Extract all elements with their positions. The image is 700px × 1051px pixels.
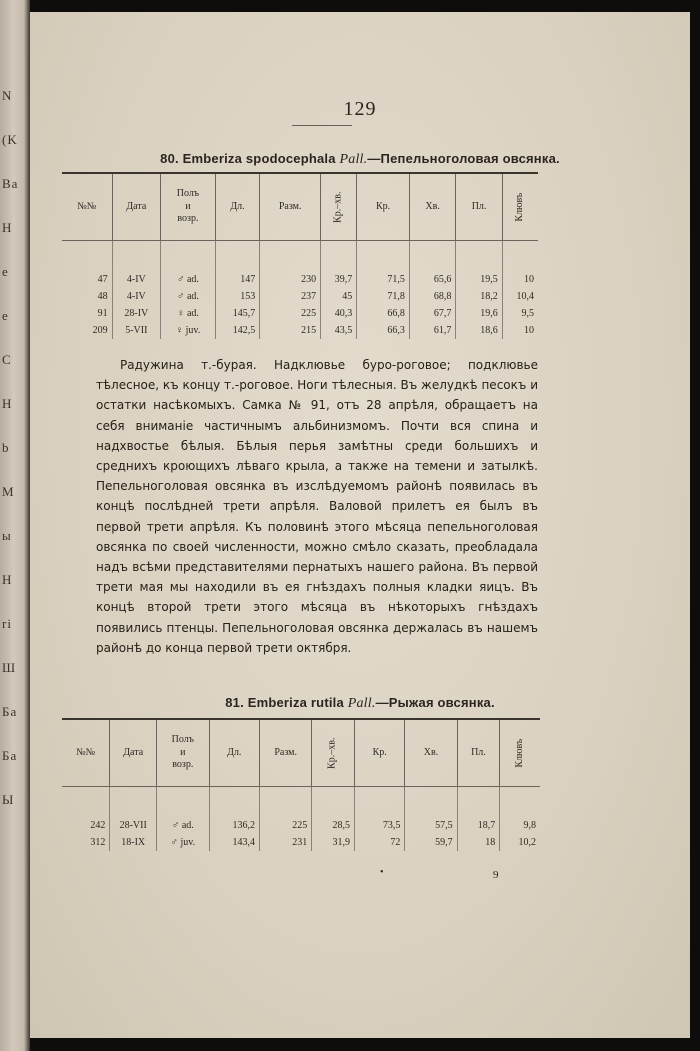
spacer-cell <box>502 241 538 272</box>
table-cell: 145,7 <box>215 305 259 322</box>
table-cell: 215 <box>260 322 321 339</box>
table-cell: 4-IV <box>112 271 161 288</box>
table-cell: 43,5 <box>321 322 357 339</box>
column-header-text: Хв. <box>423 746 439 758</box>
author: Pall. <box>347 696 376 711</box>
column-header-text: и <box>185 200 191 212</box>
table-cell: 18,2 <box>456 288 502 305</box>
column-header-text: Дл. <box>227 746 242 758</box>
table-cell: 225 <box>260 305 321 322</box>
column-header-text: Клювъ <box>513 738 525 768</box>
neighbor-text-fragment: Ба <box>2 704 18 719</box>
table-cell: 57,5 <box>405 817 457 834</box>
column-header <box>456 173 502 241</box>
dash: — <box>375 695 389 710</box>
column-header <box>502 173 538 241</box>
spacer-cell <box>321 241 357 272</box>
species-number: 81. <box>225 695 244 710</box>
spacer-cell <box>215 241 259 272</box>
neighbor-text-fragment: Ба <box>2 748 18 763</box>
table-cell: ♀ ad. <box>161 305 216 322</box>
table-row <box>62 288 538 305</box>
column-header-text: Разм. <box>278 200 302 212</box>
table-cell: 31,9 <box>312 834 355 851</box>
measurements-table-81 <box>62 718 540 851</box>
table-cell: 10,4 <box>502 288 538 305</box>
spacer-cell <box>500 787 540 818</box>
table-cell: 65,6 <box>409 271 455 288</box>
species-description <box>96 355 538 658</box>
column-header <box>157 719 209 787</box>
table-cell: 153 <box>215 288 259 305</box>
table-cell: ♂ ad. <box>161 271 216 288</box>
latin-name: Emberiza rutila <box>247 695 344 710</box>
spacer-cell <box>456 241 502 272</box>
table-cell: 4-IV <box>112 288 161 305</box>
table-cell: 28-IV <box>112 305 161 322</box>
column-header-text: Кр.–хв. <box>326 737 338 769</box>
table-cell: 312 <box>90 837 106 848</box>
column-header-text: Пл. <box>471 746 486 758</box>
spacer-cell <box>62 241 112 272</box>
table-row <box>62 271 538 288</box>
table-cell: 18 <box>457 834 500 851</box>
table-cell: ♂ ad. <box>157 817 209 834</box>
table-cell: 242 <box>90 820 106 831</box>
neighbor-text-fragment: N <box>2 88 13 103</box>
section-title-80 <box>30 151 690 168</box>
column-header-text: Полъ <box>176 188 200 200</box>
table-cell: ♂ ad. <box>161 288 216 305</box>
column-header <box>354 719 404 787</box>
column-header-text: Кр. <box>375 200 391 212</box>
column-header-text: №№ <box>76 746 96 758</box>
table-cell: 66,3 <box>357 322 410 339</box>
column-header <box>112 173 161 241</box>
print-dot: • <box>380 867 384 878</box>
table-cell: 237 <box>260 288 321 305</box>
column-header-text: возр. <box>177 213 199 225</box>
table-cell: 142,5 <box>215 322 259 339</box>
spacer-cell <box>110 787 157 818</box>
spacer-cell <box>457 787 500 818</box>
neighbor-text-fragment: b <box>2 440 10 455</box>
table-header <box>62 719 540 787</box>
spacer-cell <box>209 787 259 818</box>
spacer-cell <box>409 241 455 272</box>
neighbor-text-fragment: M <box>2 484 15 499</box>
spacer-cell <box>161 241 216 272</box>
table-cell: 61,7 <box>409 322 455 339</box>
neighbor-text-fragment: Ы <box>2 792 15 807</box>
table-cell: 10,2 <box>500 834 540 851</box>
column-header-text: Кр. <box>372 746 387 758</box>
table-spacer-row <box>62 787 540 818</box>
neighbor-text-fragment: Ш <box>2 660 17 675</box>
species-number: 80. <box>160 151 179 166</box>
table-cell: 18,6 <box>456 322 502 339</box>
spacer-cell <box>112 241 161 272</box>
spacer-cell <box>157 787 209 818</box>
column-header-text: №№ <box>77 200 97 212</box>
table-cell: 71,8 <box>357 288 410 305</box>
table-row <box>62 322 538 339</box>
table-row <box>62 834 540 851</box>
column-header <box>215 173 259 241</box>
russian-name: Пепельноголовая овсянка. <box>380 151 560 166</box>
column-header-text: Разм. <box>274 746 297 758</box>
table-cell: 18,7 <box>457 817 500 834</box>
table-row <box>62 305 538 322</box>
spacer-cell <box>354 787 404 818</box>
table-cell: 71,5 <box>357 271 410 288</box>
column-header-text: Пл. <box>471 200 487 212</box>
neighbor-text-fragment: H <box>2 396 13 411</box>
table-cell: 19,5 <box>456 271 502 288</box>
column-header-text: Полъ <box>171 734 194 746</box>
column-header <box>409 173 455 241</box>
neighbor-text-fragment: H <box>2 572 13 587</box>
neighbor-text-fragment: e <box>2 264 9 279</box>
table-cell: 10 <box>502 271 538 288</box>
table-cell: ♂ juv. <box>157 834 209 851</box>
spacer-cell <box>312 787 355 818</box>
table-cell: 147 <box>215 271 259 288</box>
table-cell: 73,5 <box>354 817 404 834</box>
table-cell: 143,4 <box>209 834 259 851</box>
column-header <box>312 719 355 787</box>
table-cell: 39,7 <box>321 271 357 288</box>
table-cell: 67,7 <box>409 305 455 322</box>
table-cell: 47 <box>97 274 108 285</box>
column-header <box>321 173 357 241</box>
spacer-cell <box>260 787 312 818</box>
neighbor-text-fragment: ы <box>2 528 12 543</box>
table-cell: 68,8 <box>409 288 455 305</box>
adjacent-page-edge <box>0 0 30 1051</box>
table-cell: 72 <box>354 834 404 851</box>
column-header <box>62 173 112 241</box>
table-cell: ♀ juv. <box>161 322 216 339</box>
table-header <box>62 173 538 241</box>
column-header <box>500 719 540 787</box>
spacer-cell <box>62 787 110 818</box>
measurements-table-80 <box>62 172 538 339</box>
table-cell: 209 <box>92 325 108 336</box>
table-cell: 230 <box>260 271 321 288</box>
column-header <box>405 719 457 787</box>
dash: — <box>367 151 381 166</box>
spacer-cell <box>405 787 457 818</box>
table-cell: 136,2 <box>209 817 259 834</box>
table-row <box>62 817 540 834</box>
table-cell: 9,8 <box>500 817 540 834</box>
table-cell: 48 <box>97 291 108 302</box>
column-header-text: Дата <box>123 746 144 758</box>
table-cell: 66,8 <box>357 305 410 322</box>
table-cell: 10 <box>502 322 538 339</box>
column-header-text: Клювъ <box>514 192 526 222</box>
table-spacer-row <box>62 241 538 272</box>
signature-mark: 9 <box>493 869 499 881</box>
table-cell: 40,3 <box>321 305 357 322</box>
neighbor-text-fragment: ri <box>2 616 12 631</box>
column-header <box>457 719 500 787</box>
page-number: 129 <box>343 98 377 120</box>
table-cell: 18-IX <box>110 834 157 851</box>
table-cell: 28,5 <box>312 817 355 834</box>
neighbor-text-fragment: H <box>2 220 13 235</box>
column-header-text: Дл. <box>230 200 245 212</box>
column-header-text: Кр.–хв. <box>332 191 344 223</box>
author: Pall. <box>339 152 368 167</box>
column-header-text: Дата <box>126 200 147 212</box>
neighbor-text-fragment: Ba <box>2 176 19 191</box>
column-header <box>209 719 259 787</box>
table-cell: 59,7 <box>405 834 457 851</box>
table-cell: 5-VII <box>112 322 161 339</box>
latin-name: Emberiza spodocephala <box>182 151 336 166</box>
column-header-text: возр. <box>172 759 194 771</box>
neighbor-text-fragment: C <box>2 352 12 367</box>
spacer-cell <box>260 241 321 272</box>
section-title-81 <box>30 695 690 712</box>
table-cell: 45 <box>321 288 357 305</box>
column-header <box>357 173 410 241</box>
russian-name: Рыжая овсянка. <box>388 695 495 710</box>
page-number-rule <box>292 125 352 126</box>
description-paragraph: Радужина т.-бурая. Надклювье буро-роговое; подклювье тѣлесное, къ концу т.-роговое. Ноги тѣлесныя. Въ желудкѣ песокъ и остатки насѣкомыхъ. Самка № 91, отъ 28 апрѣля, обращаетъ на себя вниманіе частичнымъ альбинизмомъ. Почти вся спина и надхвостье бѣлыя. Бѣлыя перья замѣтны среди большихъ и среднихъ кроющихъ лѣваго крыла, а также на темени и затылкѣ. Пепельноголовая овсянка въ изслѣдуемомъ районѣ появилась въ концѣ послѣдней трети апрѣля. Валовой прилетъ ея былъ въ первой трети апрѣля. Къ половинѣ этого мѣсяца пепельноголовая овсянка по своей численности, можно смѣло сказать, преобладала надъ всѣми представителями пернатыхъ нашего района. Въ первой трети мая мы находили въ ея гнѣздахъ полныя кладки яицъ. Въ концѣ второй трети этого мѣсяца въ нѣкоторыхъ гнѣздахъ появились птенцы. Пепельноголовая овсянка держалась въ нашемъ районѣ до конца первой трети октября. <box>96 358 538 655</box>
column-header <box>161 173 216 241</box>
column-header <box>110 719 157 787</box>
column-header <box>62 719 110 787</box>
column-header-text: Хв. <box>425 200 440 212</box>
table-cell: 225 <box>260 817 312 834</box>
table-cell: 19,6 <box>456 305 502 322</box>
column-header <box>260 719 312 787</box>
neighbor-text-fragment: e <box>2 308 9 323</box>
column-header <box>260 173 321 241</box>
table-cell: 28-VII <box>110 817 157 834</box>
column-header-text: и <box>180 746 186 758</box>
book-page <box>30 12 690 1038</box>
table-cell: 231 <box>260 834 312 851</box>
neighbor-text-fragment: (K <box>2 132 18 147</box>
table-cell: 9,5 <box>502 305 538 322</box>
spacer-cell <box>357 241 410 272</box>
table-cell: 91 <box>97 308 108 319</box>
